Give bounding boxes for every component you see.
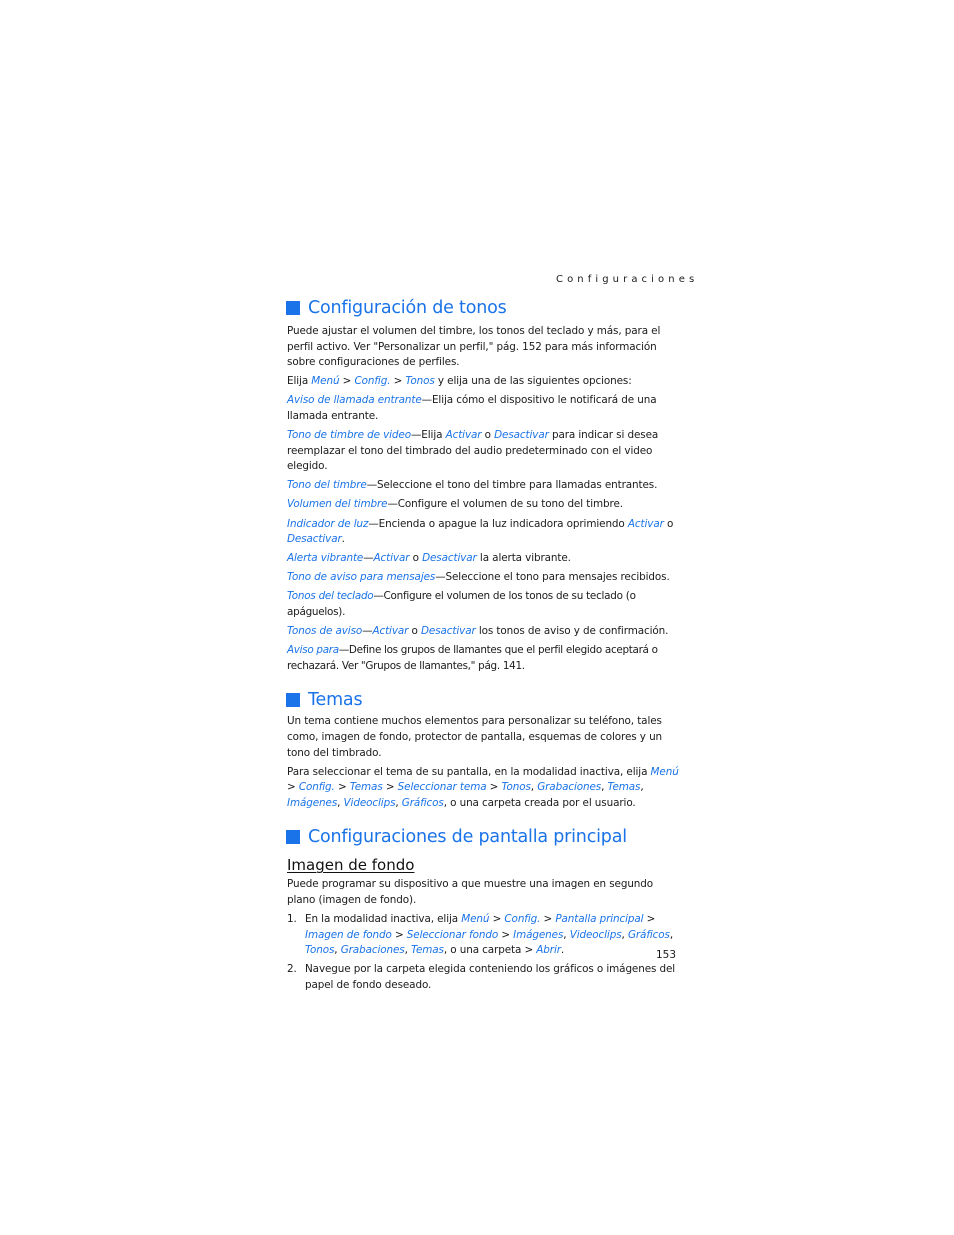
option-term[interactable]: Tono de aviso para mensajes — [287, 571, 436, 584]
paragraph: Puede programar su dispositivo a que muestre una imagen en segundo plano (imagen de fondo). — [287, 878, 654, 907]
running-head: Configuraciones — [556, 274, 699, 285]
link-graficos[interactable]: Gráficos — [627, 928, 670, 941]
option-desc: para indicar si desea reemplazar el tono del timbrado del audio predeterminado con el video elegido. — [287, 429, 659, 473]
option-item — [287, 497, 679, 513]
step-number: 2. — [287, 963, 297, 976]
section-title: Temas — [308, 690, 363, 711]
link-desactivar[interactable]: Desactivar — [422, 552, 477, 565]
option-item — [287, 624, 679, 640]
option-term[interactable]: Tonos del teclado — [287, 590, 374, 603]
link-videoclips[interactable]: Videoclips — [343, 796, 396, 809]
link-tonos[interactable]: Tonos — [305, 944, 335, 957]
link-temas[interactable]: Temas — [607, 781, 641, 794]
link-graficos[interactable]: Gráficos — [401, 796, 444, 809]
link-config[interactable]: Config. — [298, 781, 335, 794]
text: . — [341, 533, 345, 546]
option-desc: la alerta vibrante. — [479, 552, 571, 565]
option-desc: —Elija cómo el dispositivo le notificará de una llamada entrante. — [287, 394, 657, 422]
steps-list — [287, 912, 679, 993]
text: o — [666, 517, 674, 530]
link-abrir[interactable]: Abrir — [536, 944, 561, 957]
link-grabaciones[interactable]: Grabaciones — [340, 944, 405, 957]
link-activar[interactable]: Activar — [627, 517, 664, 530]
blue-square-bullet-icon — [286, 830, 300, 844]
option-item — [287, 428, 679, 475]
option-item — [287, 570, 679, 586]
option-term[interactable]: Volumen del timbre — [287, 498, 388, 511]
link-menu[interactable]: Menú — [311, 375, 340, 388]
link-tonos[interactable]: Tonos — [501, 781, 531, 794]
page-content — [287, 296, 679, 997]
option-desc: —Seleccione el tono del timbre para llamadas entrantes. — [366, 479, 658, 492]
paragraph: Un tema contiene muchos elementos para personalizar su teléfono, tales como, imagen de fondo, protector de pantalla, esquemas de colores y un tono del timbrado. — [287, 715, 663, 759]
option-term[interactable]: Tono del timbre — [287, 479, 367, 492]
menu-path — [287, 374, 679, 390]
option-desc: —Seleccione el tono para mensajes recibidos. — [435, 571, 670, 584]
option-item — [287, 517, 679, 548]
link-desactivar[interactable]: Desactivar — [421, 625, 476, 638]
link-temas[interactable]: Temas — [411, 944, 444, 957]
link-temas[interactable]: Temas — [349, 781, 383, 794]
option-term[interactable]: Indicador de luz — [287, 517, 369, 530]
option-term[interactable]: Aviso para — [287, 644, 339, 657]
link-menu[interactable]: Menú — [461, 913, 490, 926]
link-activar[interactable]: Activar — [373, 552, 410, 565]
section-heading-tonos — [286, 296, 679, 320]
link-tonos[interactable]: Tonos — [405, 375, 435, 388]
option-item — [287, 478, 679, 494]
link-grabaciones[interactable]: Grabaciones — [537, 781, 602, 794]
option-item — [287, 393, 679, 424]
link-imagenes[interactable]: Imágenes — [287, 796, 338, 809]
link-imagenes[interactable]: Imágenes — [513, 928, 564, 941]
option-item — [287, 643, 679, 674]
option-item — [287, 551, 679, 567]
option-term[interactable]: Aviso de llamada entrante — [287, 394, 422, 407]
text: — — [363, 552, 374, 565]
link-activar[interactable]: Activar — [445, 429, 482, 442]
link-seleccionar-fondo[interactable]: Seleccionar fondo — [406, 928, 499, 941]
text: y elija una de las siguientes opciones: — [437, 375, 632, 388]
link-config[interactable]: Config. — [504, 913, 541, 926]
text: Para seleccionar el tema de su pantalla, en la modalidad inactiva, elija — [287, 765, 648, 778]
text: o — [411, 625, 418, 638]
text: o — [412, 552, 419, 565]
link-desactivar[interactable]: Desactivar — [287, 533, 342, 546]
step-number: 1. — [287, 913, 297, 926]
option-item — [287, 589, 679, 620]
option-desc: —Configure el volumen de su tono del timbre. — [387, 498, 623, 511]
link-desactivar[interactable]: Desactivar — [494, 429, 549, 442]
text: , o una carpeta — [443, 944, 522, 957]
text: , o una carpeta creada por el usuario. — [443, 796, 636, 809]
option-term[interactable]: Alerta vibrante — [287, 552, 364, 565]
section-title: Configuración de tonos — [308, 298, 507, 318]
option-term[interactable]: Tono de timbre de video — [287, 429, 411, 442]
link-pantalla-principal[interactable]: Pantalla principal — [555, 913, 644, 926]
option-term[interactable]: Tonos de aviso — [287, 625, 363, 638]
link-videoclips[interactable]: Videoclips — [569, 928, 622, 941]
text: Elija — [287, 375, 309, 388]
text: En la modalidad inactiva, elija — [305, 913, 459, 926]
step-text: Navegue por la carpeta elegida conteniendo los gráficos o imágenes del papel de fondo deseado. — [305, 963, 676, 991]
menu-path: Para seleccionar el tema de su pantalla, en la modalidad inactiva, elija Menú > Config. > Temas > Seleccionar tema > Tonos, Grabaciones, Temas, Imágenes, Videoclips, Gráficos, o una carpeta creada por el usuario. — [287, 765, 679, 809]
link-seleccionar-tema[interactable]: Seleccionar tema — [397, 781, 487, 794]
text: . — [560, 944, 565, 957]
link-activar[interactable]: Activar — [372, 625, 409, 638]
paragraph: Puede ajustar el volumen del timbre, los tonos del teclado y más, para el perfil activo. Ver "Personalizar un perfil," pág. 152 para más información sobre configuraciones de perfiles. — [287, 325, 661, 369]
text: — — [362, 625, 373, 638]
section-heading-pantalla — [286, 825, 679, 849]
text: o — [484, 429, 491, 442]
blue-square-bullet-icon — [286, 301, 300, 315]
option-desc: —Encienda o apague la luz indicadora oprimiendo — [368, 517, 625, 530]
list-item: 1. En la modalidad inactiva, elija Menú > Config. > Pantalla principal > Imagen de fondo > Seleccionar fondo > Imágenes, Videoclips, Gráficos, Tonos, Grabaciones, Temas, o una carpeta > Abrir. — [287, 913, 674, 957]
separator: > — [342, 375, 352, 388]
section-title: Configuraciones de pantalla principal — [308, 827, 627, 848]
text: —Elija — [410, 429, 443, 442]
section-heading-temas — [286, 688, 679, 712]
page-number: 153 — [655, 949, 676, 961]
list-item — [287, 962, 679, 993]
option-desc: —Configure el volumen de los tonos de su teclado (o apáguelos). — [287, 590, 636, 618]
link-config[interactable]: Config. — [354, 375, 391, 388]
option-desc: los tonos de aviso y de confirmación. — [478, 625, 669, 638]
link-imagen-de-fondo[interactable]: Imagen de fondo — [305, 928, 392, 941]
separator: > — [393, 375, 403, 388]
link-menu[interactable]: Menú — [650, 765, 679, 778]
blue-square-bullet-icon — [286, 693, 300, 707]
option-desc: —Define los grupos de llamantes que el perfil elegido aceptará o rechazará. Ver "Grupos de llamantes," pág. 141. — [287, 644, 658, 672]
subsection-title: Imagen de fondo — [287, 856, 415, 875]
